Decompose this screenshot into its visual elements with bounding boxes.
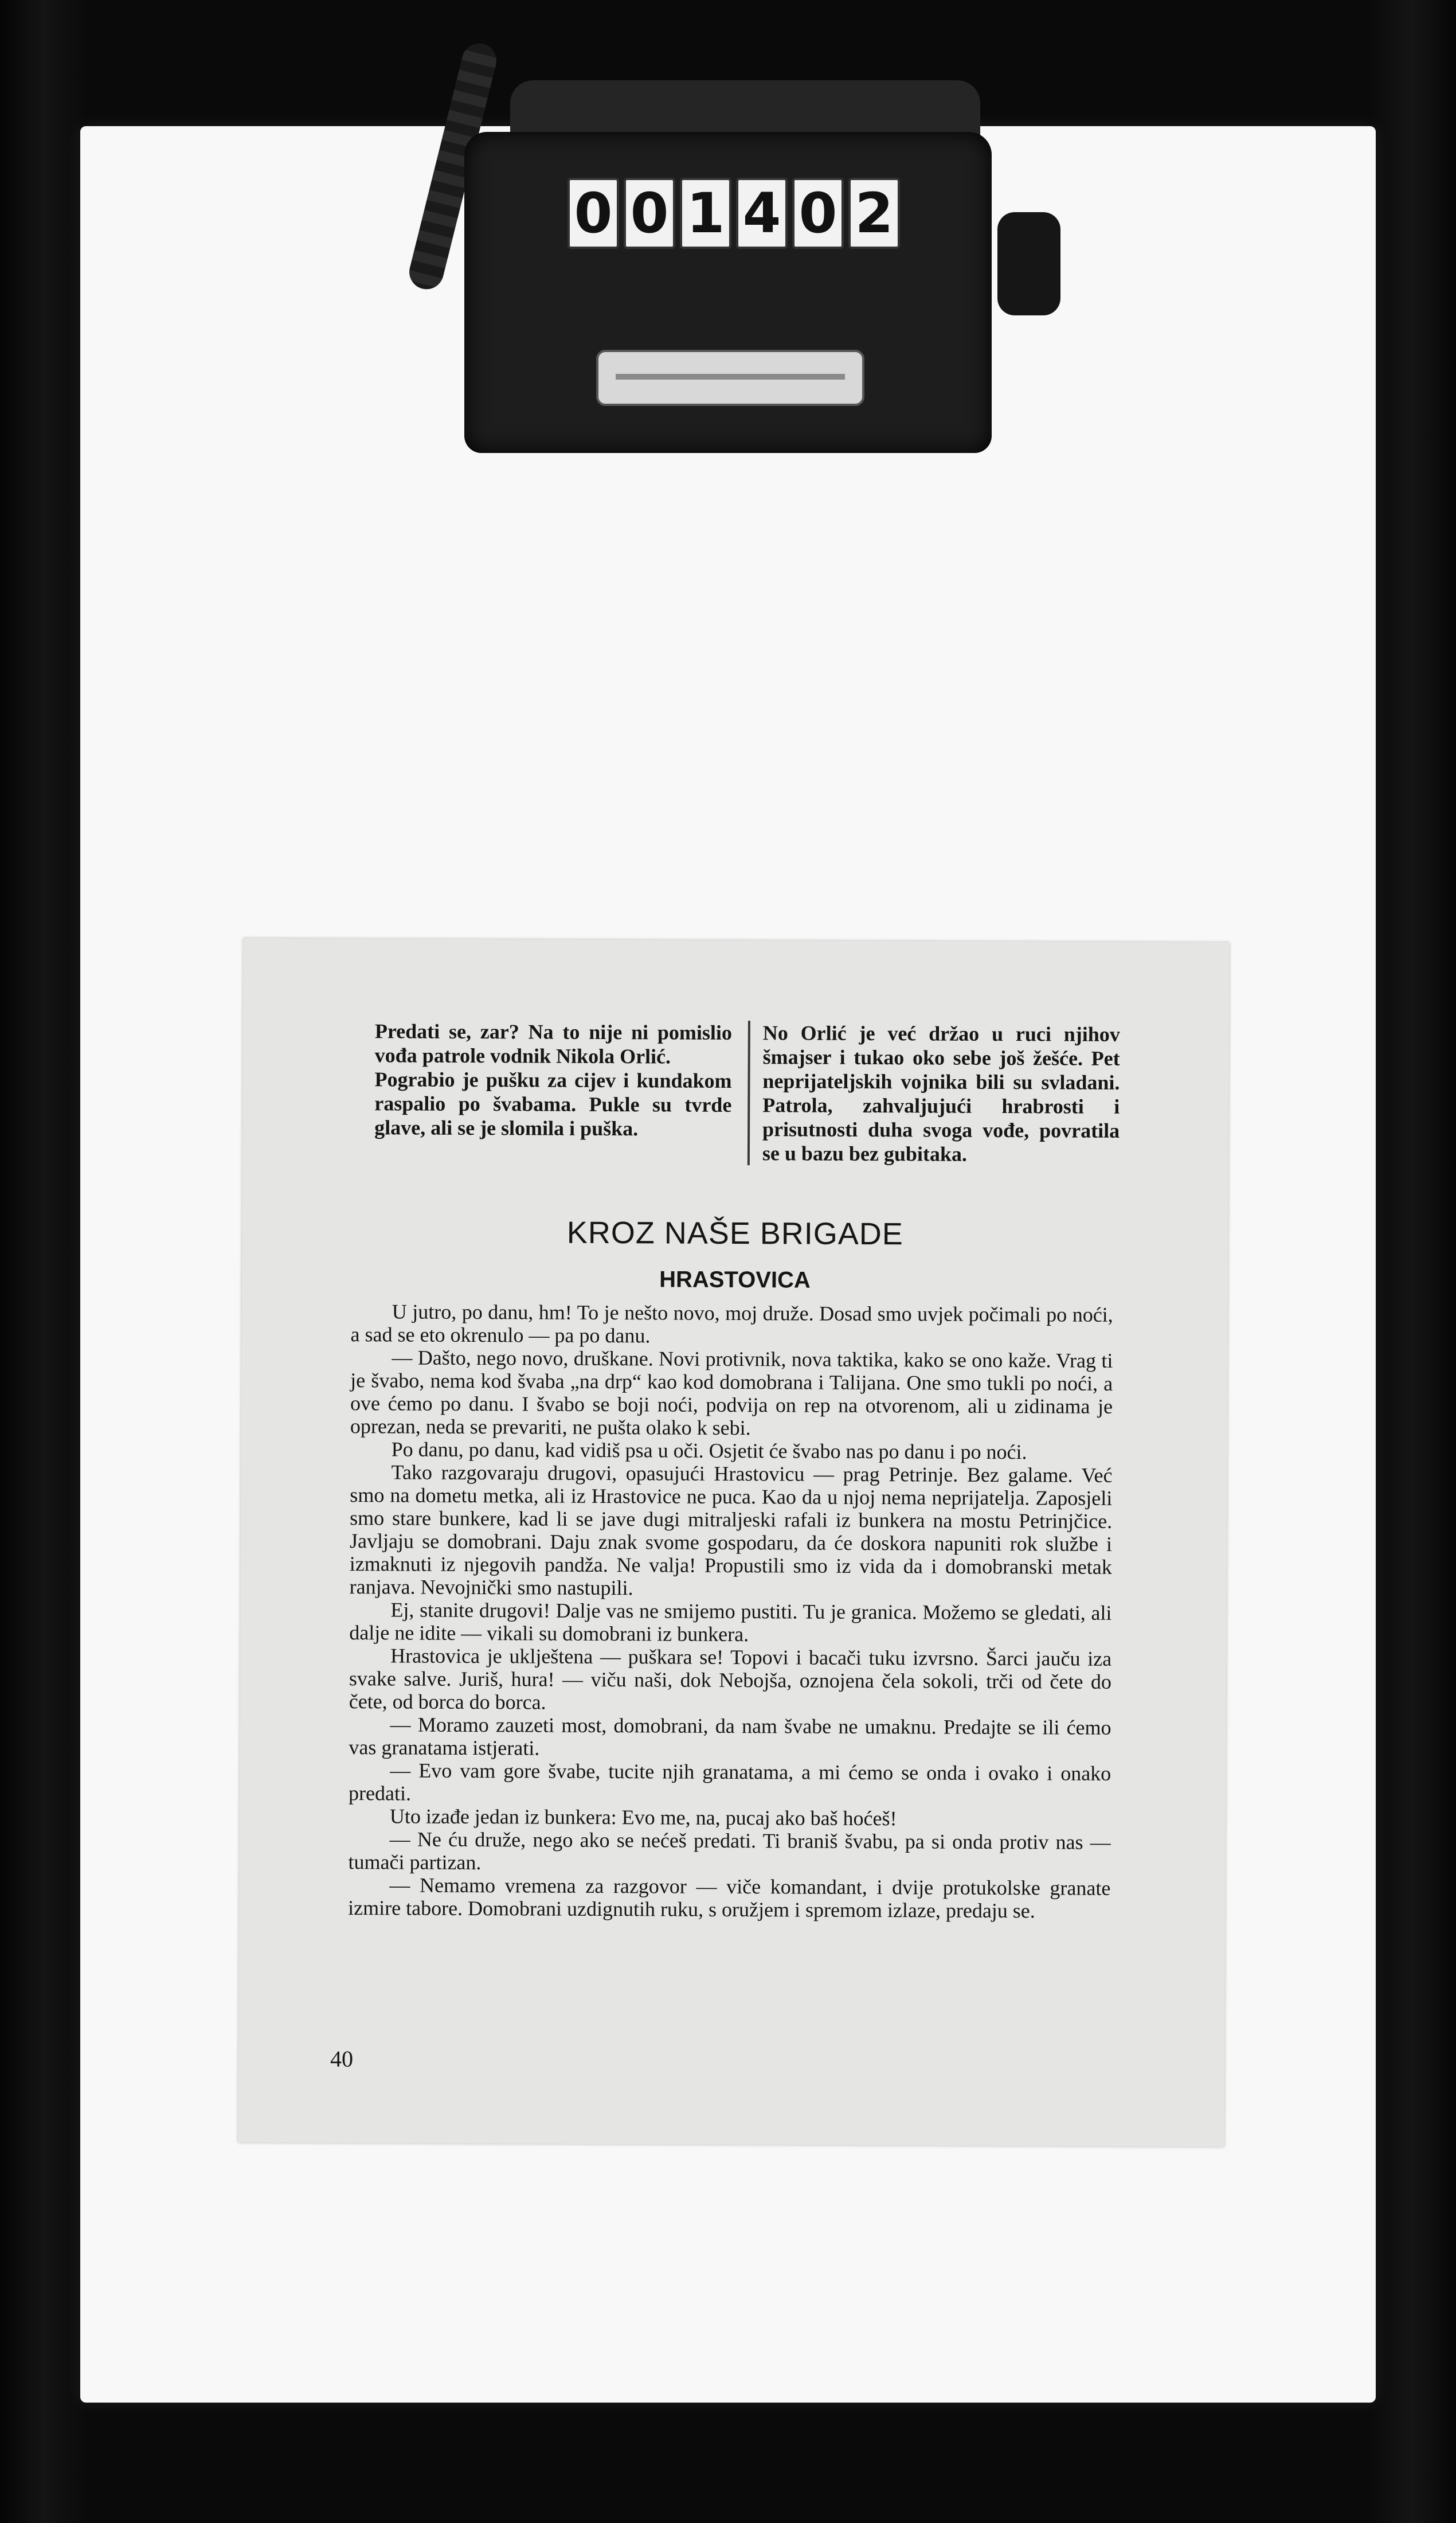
counter-digits — [567, 178, 900, 249]
article-paragraph: U jutro, po danu, hm! To je nešto novo, moj druže. Dosad smo uvjek počimali po noći, a sad se eto okrenulo — pa po danu. — [350, 1300, 1113, 1348]
counter-digit: 4 — [736, 178, 788, 249]
counter-digit: 1 — [680, 178, 731, 249]
counter-label-plate — [596, 350, 864, 406]
counter-digit: 2 — [848, 178, 900, 249]
article-paragraph: — Moramo zauzeti most, domobrani, da nam švabe ne umaknu. Predajte se ili ćemo vas granatama istjerati. — [349, 1713, 1111, 1760]
counter-knob — [997, 212, 1060, 315]
article-paragraph: — Ne ću druže, nego ako se nećeš predati. Ti braniš švabu, pa si onda protiv nas — tumači partizan. — [348, 1827, 1111, 1874]
article-paragraph: — Nemamo vremena za razgovor — viče komandant, i dvije protukolske granate izmire tabore. Domobrani uzdignutih ruku, s oružjem i spremom izlaze, predaju se. — [348, 1873, 1111, 1923]
scanned-page — [238, 938, 1229, 2146]
section-heading: KROZ NAŠE BRIGADE — [566, 1215, 904, 1252]
article-paragraph: Tako razgovaraju drugovi, opasujući Hrastovicu — prag Petrinje. Bez galame. Već smo na dometu metka, ali iz Hrastovice ne puca. Kao da u njoj nema neprijatelja. Zaposjeli smo stare bunkere, kad li se jave dugi mitraljeski rafali iz bunkera na mostu Petrinjčice. Javljaju se domobrani. Daju znak svome gospodaru, da će doskora napuniti rok službe i izmaknuti iz njegovih pandža. Ne valja! Propustili smo iz vida da i domobranski metak ranjava. Nevojnički smo nastupili. — [349, 1460, 1113, 1600]
left-column-paragraph: Predati se, zar? Na to nije ni pomislio vođa patrole vodnik Nikola Orlić. — [374, 1020, 733, 1068]
article-paragraph: — Dašto, nego novo, druškane. Novi protivnik, nova taktika, kako se ono kaže. Vrag ti je švabo, nema kod švaba „na drp“ kao kod domobrana i Talijana. One smo tukli po noći, a ove ćemo po danu. I švabo se boji noći, podvija on rep na otvorenom, ali u zidinama je oprezan, neda se prevariti, ne pušta olako k sebi. — [350, 1346, 1113, 1440]
article-paragraph: Hrastovica je uklještena — puškara se! Topovi i bacači tuku izvrsno. Šarci jauču iza svake salve. Juriš, hura! — viču naši, dok Nebojša, oznojena čela sokoli, trči od čete do čete, od borca do borca. — [349, 1644, 1112, 1714]
article-paragraph: Ej, stanite drugovi! Dalje vas ne smijemo pustiti. Tu je granica. Možemo se gledati, ali dalje ne idite — vikali su domobrani iz bunkera. — [349, 1598, 1112, 1646]
two-column-block — [374, 1019, 1120, 1167]
page-number: 40 — [330, 2045, 354, 2072]
counter-digit: 0 — [624, 178, 675, 249]
right-column — [760, 1021, 1120, 1167]
article-body — [348, 1300, 1113, 1923]
frame-counter-device — [464, 132, 992, 453]
counter-digit: 0 — [792, 178, 844, 249]
article-paragraph: — Evo vam gore švabe, tucite njih granatama, a mi ćemo se onda i ovako i onako predati. — [348, 1759, 1111, 1805]
column-divider — [747, 1021, 750, 1165]
article-title: HRASTOVICA — [659, 1267, 811, 1293]
counter-digit: 0 — [567, 178, 619, 249]
left-column-paragraph: Pograbio je pušku za cijev i kundakom raspalio po švabama. Pukle su tvrde glave, ali se je slomila i puška. — [374, 1068, 732, 1141]
left-column — [374, 1019, 743, 1165]
article-paragraph: Uto izađe jedan iz bunkera: Evo me, na, pucaj ako baš hoćeš! — [389, 1805, 897, 1830]
right-column-paragraph: No Orlić je već držao u ruci njihov šmajser i tukao oko sebe još žešće. Pet neprijateljskih vojnika bili su svladani. Patrola, zahvaljujući hrabrosti i prisutnosti duha svoga vođe, povratila se u bazu bez gubitaka. — [762, 1021, 1120, 1166]
article-paragraph: Po danu, po danu, kad vidiš psa u oči. Osjetit će švabo nas po danu i po noći. — [391, 1438, 1027, 1464]
